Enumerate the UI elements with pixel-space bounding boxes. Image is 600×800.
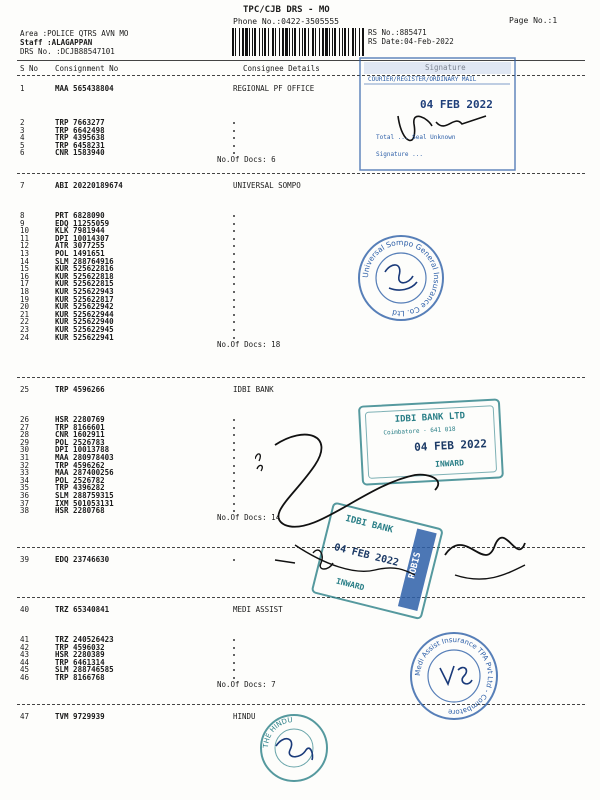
row-consignment-no: TVM 9729939 (55, 712, 105, 721)
idbi-stamp-2-inward: INWARD (335, 576, 366, 593)
idbi-stamp-1-name: IDBI BANK LTD (394, 411, 466, 425)
row-dot (233, 145, 235, 147)
barcode-bar (262, 28, 263, 56)
row-sno: 2 (20, 118, 25, 127)
col-consignment: Consignment No (55, 64, 119, 73)
barcode-bar (294, 28, 296, 56)
row-sno: 42 (20, 642, 30, 652)
row-consignment-no: TRP 6642498 (55, 125, 105, 135)
row-sno: 39 (20, 555, 30, 564)
row-consignment-no: TRP 7663277 (55, 118, 105, 127)
docs-count: No.Of Docs: 7 (217, 680, 276, 689)
row-dot (233, 434, 235, 436)
row-sno: 23 (20, 325, 30, 334)
row-sno: 45 (20, 665, 30, 675)
row-consignment-no: DPI 10014307 (55, 233, 110, 243)
medi-assist-stamp (408, 630, 500, 722)
row-dot (233, 245, 235, 247)
row-sno: 33 (20, 468, 30, 478)
medi-ring-text: Medi Assist Insurance TPA Pvt Ltd - Coimbatore (413, 635, 495, 717)
row-dot (233, 419, 235, 421)
row-dot (233, 299, 235, 301)
row-consignment-no: MAA 565438804 (55, 84, 114, 93)
rpf-stamp-line2: Total ... Seal Unknown (376, 134, 456, 141)
row-dot (233, 480, 235, 482)
staff-label: Staff :ALAGAPPAN (20, 38, 93, 47)
barcode-bar (344, 28, 346, 56)
row-consignment-no: POL 1491651 (55, 249, 105, 258)
row-dot (233, 321, 235, 323)
row-sno: 43 (20, 650, 30, 660)
rpf-stamp-line3: Signature ... (376, 151, 423, 158)
row-dot (233, 662, 235, 664)
barcode-bar (252, 28, 253, 56)
row-dot (233, 230, 235, 232)
row-consignment-no: TRP 4596266 (55, 385, 105, 394)
row-dot (233, 329, 235, 331)
row-sno: 15 (20, 264, 30, 274)
row-consignment-no: TRP 4396282 (55, 483, 105, 493)
row-sno: 32 (20, 460, 30, 470)
row-dot (233, 291, 235, 293)
rpf-received-stamp (358, 56, 518, 172)
row-sno: 37 (20, 498, 30, 508)
idbi-signature (255, 425, 535, 615)
barcode-bar (232, 28, 234, 56)
row-dot (233, 510, 235, 512)
row-consignment-no: TRP 4596262 (55, 460, 105, 470)
barcode-bar (242, 28, 244, 56)
row-dot (233, 223, 235, 225)
row-dot (233, 283, 235, 285)
row-sno: 17 (20, 279, 30, 289)
row-dot (233, 559, 235, 561)
phone-number: Phone No.:0422-3505555 (233, 17, 339, 26)
row-sno: 36 (20, 491, 30, 500)
row-sno: 19 (20, 294, 30, 304)
row-consignment-no: POL 2526783 (55, 437, 105, 447)
row-dot (233, 238, 235, 240)
barcode-bar (285, 28, 288, 56)
row-consignment-no: KUR 525622940 (55, 317, 114, 327)
universal-sompo-stamp (355, 232, 447, 324)
hindu-seal-ring (258, 712, 330, 784)
row-sno: 21 (20, 309, 30, 319)
barcode-bar (348, 28, 349, 56)
row-consignment-no: ATR 3077255 (55, 241, 105, 251)
row-sno: 30 (20, 445, 30, 455)
row-consignment-no: DPI 10013788 (55, 445, 110, 455)
docs-count: No.Of Docs: 18 (217, 339, 281, 349)
row-dot (233, 314, 235, 316)
row-consignee: HINDU (233, 712, 256, 721)
row-consignment-no: TRP 6461314 (55, 657, 105, 667)
row-consignment-no: CNR 1583940 (55, 148, 105, 158)
row-dot (233, 427, 235, 429)
row-consignment-no: KUR 525622941 (55, 332, 114, 342)
row-consignment-no: IXM 501053131 (55, 498, 114, 508)
row-sno: 9 (20, 218, 25, 228)
barcode-bar (264, 28, 266, 56)
row-consignee: UNIVERSAL SOMPO (233, 181, 301, 190)
idbi-stamp-2-date: 04 FEB 2022 (332, 542, 400, 569)
barcode-bar (275, 28, 276, 56)
barcode-bar (268, 28, 269, 56)
barcode-bar (329, 28, 330, 56)
barcode-bar (352, 28, 354, 56)
row-sno: 10 (20, 226, 30, 236)
idbi-stamp-2-name: IDBI BANK (344, 513, 395, 536)
row-consignment-no: TRP 4395638 (55, 133, 105, 143)
row-consignment-no: CNR 1602911 (55, 430, 105, 440)
docs-count: No.Of Docs: 6 (217, 155, 276, 165)
row-consignee: REGIONAL PF OFFICE (233, 84, 315, 93)
row-consignment-no: TRP 4596032 (55, 642, 105, 652)
row-dot (233, 503, 235, 505)
sompo-seal-ring (355, 232, 447, 324)
row-sno: 26 (20, 415, 30, 424)
row-dot (233, 442, 235, 444)
rs-number: RS No.:885471 (368, 28, 427, 37)
row-sno: 3 (20, 125, 25, 135)
barcode-bar (332, 28, 333, 56)
row-dot (233, 152, 235, 154)
barcode-bar (322, 28, 324, 56)
barcode-bar (315, 28, 316, 56)
row-sno: 6 (20, 148, 25, 158)
row-sno: 4 (20, 133, 25, 143)
row-sno: 34 (20, 475, 30, 485)
row-consignment-no: TRZ 240526423 (55, 635, 114, 644)
row-dot (233, 276, 235, 278)
row-dot (233, 487, 235, 489)
barcode-bar (325, 28, 328, 56)
barcode-bar (245, 28, 248, 56)
row-consignment-no: SLM 288759315 (55, 491, 114, 500)
row-dot (233, 465, 235, 467)
document-title: TPC/CJB DRS - MO (243, 5, 330, 15)
row-dot (233, 639, 235, 641)
row-sno: 27 (20, 422, 30, 432)
idbi-stamp-2-side: ROBIS (407, 551, 424, 580)
row-sno: 31 (20, 453, 30, 462)
row-sno: 46 (20, 673, 30, 682)
row-consignment-no: TRZ 65340841 (55, 605, 110, 614)
row-sno: 5 (20, 140, 25, 150)
row-consignee: IDBI BANK (233, 385, 274, 394)
row-sno: 1 (20, 84, 25, 93)
idbi-stamp-1-date: 04 FEB 2022 (413, 437, 488, 454)
row-consignment-no: PRT 6828090 (55, 211, 105, 220)
docs-count: No.Of Docs: 14 (217, 513, 281, 523)
row-consignment-no: KLK 7981944 (55, 226, 105, 236)
barcode-bar (362, 28, 364, 56)
row-sno: 16 (20, 271, 30, 281)
row-sno: 12 (20, 241, 30, 251)
barcode-bar (334, 28, 336, 56)
row-consignment-no: KUR 525622943 (55, 287, 114, 296)
barcode-bar (339, 28, 340, 56)
barcode-bar (359, 28, 360, 56)
row-dot (233, 449, 235, 451)
row-consignment-no: MAA 287400256 (55, 468, 114, 478)
idbi-stamp-1-address: Coimbatore - 641 018 (383, 425, 456, 437)
barcode-bar (235, 28, 236, 56)
group-separator (17, 173, 585, 174)
barcode-bar (292, 28, 293, 56)
row-sno: 28 (20, 430, 30, 440)
row-sno: 41 (20, 635, 30, 644)
row-consignment-no: KUR 525622944 (55, 309, 114, 319)
row-dot (233, 495, 235, 497)
row-consignment-no: KUR 525622817 (55, 294, 114, 304)
row-sno: 47 (20, 712, 30, 721)
hindu-ring-text: THE HINDU (261, 715, 294, 749)
barcode-bar (279, 28, 280, 56)
row-sno: 29 (20, 437, 30, 447)
row-dot (233, 261, 235, 263)
row-consignee: MEDI ASSIST (233, 605, 283, 614)
row-consignment-no: POL 2526782 (55, 475, 105, 485)
barcode-bar (304, 28, 306, 56)
idbi-stamp-1-inward: INWARD (434, 458, 465, 469)
barcode-bar (289, 28, 290, 56)
row-dot (233, 122, 235, 124)
row-sno: 8 (20, 211, 25, 220)
barcode-bar (254, 28, 256, 56)
row-sno: 35 (20, 483, 30, 493)
row-sno: 18 (20, 287, 30, 296)
rpf-stamp-date: 04 FEB 2022 (420, 98, 493, 111)
row-sno: 7 (20, 181, 25, 190)
row-dot (233, 647, 235, 649)
barcode-bar (312, 28, 314, 56)
row-dot (233, 337, 235, 339)
row-consignment-no: SLM 288746585 (55, 665, 114, 675)
barcode-bar (249, 28, 250, 56)
row-sno: 40 (20, 605, 30, 614)
row-sno: 20 (20, 302, 30, 312)
row-sno: 13 (20, 249, 30, 258)
row-dot (233, 654, 235, 656)
page-number: Page No.:1 (509, 16, 558, 25)
row-dot (233, 472, 235, 474)
row-sno: 25 (20, 385, 30, 394)
row-consignment-no: TRP 6458231 (55, 140, 105, 150)
barcode-bar (308, 28, 309, 56)
row-dot (233, 268, 235, 270)
barcode (232, 28, 366, 56)
barcode-bar (239, 28, 240, 56)
row-consignment-no: TRP 8166601 (55, 422, 105, 432)
row-consignment-no: KUR 525622942 (55, 302, 114, 312)
row-sno: 24 (20, 332, 30, 342)
row-sno: 38 (20, 506, 30, 516)
barcode-bar (342, 28, 343, 56)
row-consignment-no: KUR 525622816 (55, 264, 114, 274)
row-sno: 44 (20, 657, 30, 667)
col-sno: S No (20, 64, 39, 73)
row-dot (233, 669, 235, 671)
row-consignment-no: HSR 2280769 (55, 415, 105, 424)
row-sno: 14 (20, 256, 30, 266)
row-dot (233, 215, 235, 217)
col-consignee: Consignee Details (243, 64, 320, 73)
row-consignment-no: EDQ 11255059 (55, 218, 110, 228)
barcode-bar (282, 28, 284, 56)
row-dot (233, 130, 235, 132)
row-consignment-no: EDQ 23746630 (55, 555, 110, 564)
barcode-bar (299, 28, 300, 56)
rs-date: RS Date:04-Feb-2022 (368, 37, 454, 46)
row-dot (233, 457, 235, 459)
barcode-bar (319, 28, 320, 56)
row-sno: 11 (20, 233, 30, 243)
row-consignment-no: KUR 525622945 (55, 325, 114, 334)
hindu-stamp (258, 712, 330, 784)
row-consignment-no: HSR 2280768 (55, 506, 105, 516)
row-dot (233, 137, 235, 139)
group-separator (17, 377, 585, 378)
row-consignment-no: ABI 20220189674 (55, 181, 123, 190)
medi-seal-ring (408, 630, 500, 722)
barcode-bar (272, 28, 274, 56)
row-consignment-no: HSR 2280389 (55, 650, 105, 660)
barcode-bar (302, 28, 303, 56)
barcode-bar (355, 28, 356, 56)
drs-number: DRS No. :DCJB88547101 (20, 47, 115, 56)
row-consignment-no: TRP 8166768 (55, 673, 105, 682)
row-consignment-no: KUR 525622815 (55, 279, 114, 289)
sompo-ring-text: Universal Sompo General Insurance Co. Ltd (360, 237, 442, 319)
row-dot (233, 306, 235, 308)
row-sno: 22 (20, 317, 30, 327)
row-consignment-no: KUR 525622818 (55, 271, 114, 281)
area-label: Area :POLICE QTRS AVN MO (20, 29, 129, 38)
barcode-bar (259, 28, 260, 56)
rpf-stamp-line1: COURIER/REGISTER/ORDINARY MAIL (368, 76, 477, 83)
row-consignment-no: SLM 288764916 (55, 256, 114, 266)
row-dot (233, 253, 235, 255)
row-dot (233, 677, 235, 679)
row-consignment-no: MAA 280978403 (55, 453, 114, 462)
